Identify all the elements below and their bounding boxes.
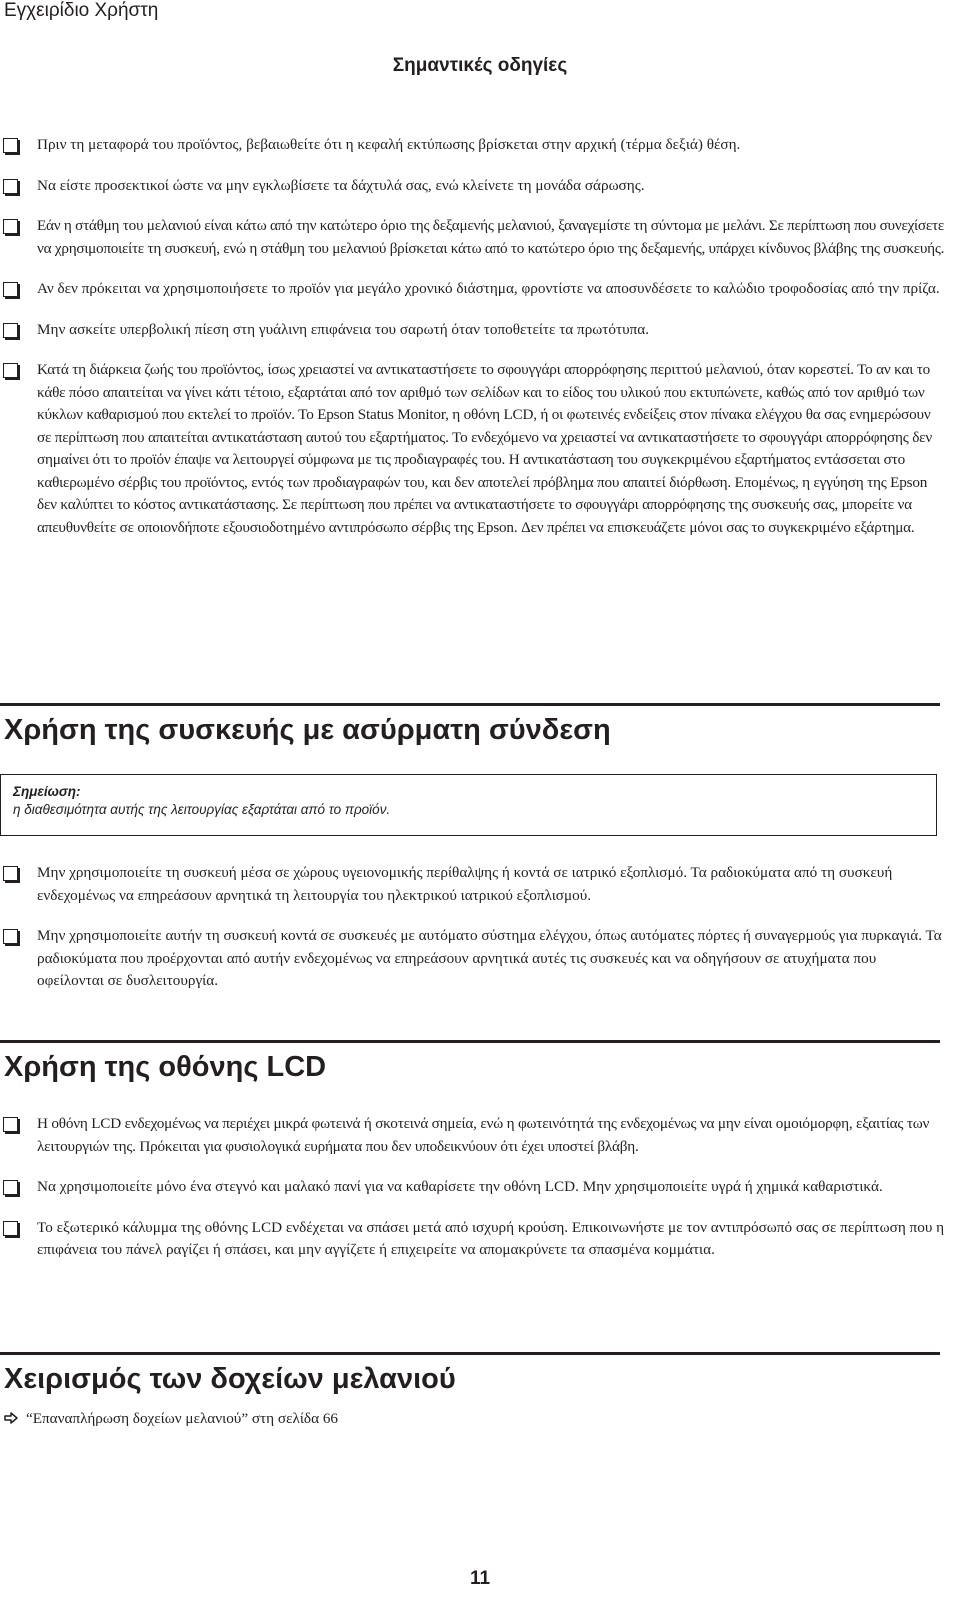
section-heading-wireless: Χρήση της συσκευής με ασύρματη σύνδεση [4,714,611,746]
list-item [0,1113,960,1158]
list-item [0,925,960,993]
list-item-text: Μην χρησιμοποιείτε αυτήν τη συσκευή κοντά σε συσκευές με αυτόματο σύστημα ελέγχου, όπως αυτόματες πόρτες ή συναγερμούς για πυρκαγιά. Τα ραδιοκύματα που προέρχονται από αυτήν ενδεχομένως να επηρεάσουν αρνητικά αυτές τις συσκευές και να οδηγήσουν σε ατυχήματα που οφείλονται σε δυσλειτουργία. [37,927,942,989]
list-item [0,319,960,342]
list-item-text: Κατά τη διάρκεια ζωής του προϊόντος, ίσως χρειαστεί να αντικαταστήσετε το σφουγγάρι απορρόφησης περιττού μελανιού, όταν κορεστεί. Το αν και το κάθε πόσο απαιτείται να γίνει κάτι τέτοιο, εξαρτάται από τον αριθμό των σελίδων και το είδος του υλικού που εκτυπώνετε, καθώς από τον αριθμό των κύκλων καθαρισμού που εκτελεί το προϊόν. Το Epson Status Monitor, η οθόνη LCD, ή οι φωτεινές ενδείξεις στον πίνακα ελέγχου θα σας ενημερώσουν σε περίπτωση που απαιτείται αντικατάσταση αυτού του εξαρτήματος. Το ενδεχόμενο να χρειαστεί να αντικαταστήσετε το σφουγγάρι απορρόφησης δεν σημαίνει ότι το προϊόν έπαψε να λειτουργεί σύμφωνα με τις προδιαγραφές του. Η αντικατάσταση του συγκεκριμένου εξαρτήματος εντάσσεται στο καθιερωμένο σέρβις του προϊόντος, εντός των προδιαγραφών του, και δεν αποτελεί πρόβλημα που απαιτεί διόρθωση. Επομένως, η εγγύηση της Epson δεν καλύπτει το κόστος αντικατάστασης. Σε περίπτωση που πρέπει να αντικαταστήσετε το σφουγγάρι απορρόφησης της συσκευής σας, μπορείτε να απευθυνθείτε σε οποιονδήποτε εξουσιοδοτημένο αντιπρόσωπο σέρβις της Epson. Δεν πρέπει να επισκευάζετε μόνοι σας το συγκεκριμένο εξάρτημα. [37,361,933,536]
list-item-text: Πριν τη μεταφορά του προϊόντος, βεβαιωθείτε ότι η κεφαλή εκτύπωσης βρίσκεται στην αρχική (τέρμα δεξιά) θέση. [37,136,741,153]
list-item [0,215,960,260]
checkbox-icon [3,219,18,234]
checkbox-icon [3,179,18,194]
checkbox-icon [3,866,18,881]
note-box [0,774,937,836]
list-item [0,134,960,157]
list-item-text: Αν δεν πρόκειται να χρησιμοποιήσετε το προϊόν για μεγάλο χρονικό διάστημα, φροντίστε να αποσυνδέσετε το καλώδιο τροφοδοσίας από την πρίζα. [37,280,940,297]
lcd-instructions-list [0,1113,960,1280]
page-number: 11 [469,1568,491,1589]
section-divider [0,703,940,706]
section-heading-ink-tanks: Χειρισμός των δοχείων μελανιού [4,1363,456,1395]
checkbox-icon [3,138,18,153]
section-divider [0,1352,940,1355]
checkbox-icon [3,323,18,338]
list-item-text: Να χρησιμοποιείτε μόνο ένα στεγνό και μαλακό πανί για να καθαρίσετε την οθόνη LCD. Μην χρησιμοποιείτε υγρά ή χημικά καθαριστικά. [37,1178,883,1195]
checkbox-icon [3,363,18,378]
list-item [0,175,960,198]
arrow-right-icon [4,1409,20,1431]
running-header-title: Εγχειρίδιο Χρήστη [4,0,159,21]
note-title: Σημείωση: [13,784,81,799]
checkbox-icon [3,1180,18,1195]
checkbox-icon [3,929,18,944]
wireless-instructions-list [0,862,960,1011]
list-item-text: Η οθόνη LCD ενδεχομένως να περιέχει μικρά φωτεινά ή σκοτεινά σημεία, ενώ η φωτεινότητά της ενδεχομένως να μην είναι ομοιόμορφη, εξαιτίας των λειτουργιών της. Πρόκειται για φυσιολογικά ευρήματα που δεν υποδεικνύουν ότι έχει υποστεί βλάβη. [37,1115,930,1155]
list-item-text: Το εξωτερικό κάλυμμα της οθόνης LCD ενδέχεται να σπάσει μετά από ισχυρή κρούση. Επικοινωνήστε με τον αντιπρόσωπό σας σε περίπτωση που η επιφάνεια του πάνελ ραγίζει ή σπάσει, και μην αγγίζετε ή επιχειρείτε να απομακρύνετε τα σπασμένα κομμάτια. [37,1218,945,1258]
checkbox-icon [3,1221,18,1236]
safety-instructions-list [0,134,960,557]
list-item [0,1176,960,1199]
section-subtitle: Σημαντικές οδηγίες [392,55,568,76]
list-item-text: Μην ασκείτε υπερβολική πίεση στη γυάλινη επιφάνεια του σαρωτή όταν τοποθετείτε τα πρωτότυπα. [37,320,650,338]
list-item [0,278,960,301]
list-item [0,359,960,539]
note-text: η διαθεσιμότητα αυτής της λειτουργίας εξαρτάται από το προϊόν. [13,802,391,817]
cross-reference-link[interactable] [4,1408,338,1431]
section-divider [0,1040,940,1043]
checkbox-icon [3,1117,18,1132]
list-item-text: Να είστε προσεκτικοί ώστε να μην εγκλωβίσετε τα δάχτυλά σας, ενώ κλείνετε τη μονάδα σάρωσης. [37,176,645,194]
cross-reference-text[interactable]: “Επαναπλήρωση δοχείων μελανιού” στη σελίδα 66 [26,1410,339,1427]
list-item [0,862,960,907]
checkbox-icon [3,282,18,297]
list-item-text: Μην χρησιμοποιείτε τη συσκευή μέσα σε χώρους υγειονομικής περίθαλψης ή κοντά σε ιατρικό εξοπλισμό. Τα ραδιοκύματα από τη συσκευή ενδεχομένως να επηρεάσουν αρνητικά τη λειτουργία του ηλεκτρικού ιατρικού εξοπλισμού. [37,864,893,904]
list-item-text: Εάν η στάθμη του μελανιού είναι κάτω από την κατώτερο όριο της δεξαμενής μελανιού, ξαναγεμίστε τη σύντομα με μελάνι. Σε περίπτωση που συνεχίσετε να χρησιμοποιείτε τη συσκευή, ενώ η στάθμη του μελανιού βρίσκεται κάτω από το κατώτερο όριο της δεξαμενής, υπάρχει κίνδυνος βλάβης της συσκευής. [37,217,945,257]
section-heading-lcd: Χρήση της οθόνης LCD [4,1051,327,1083]
list-item [0,1217,960,1262]
